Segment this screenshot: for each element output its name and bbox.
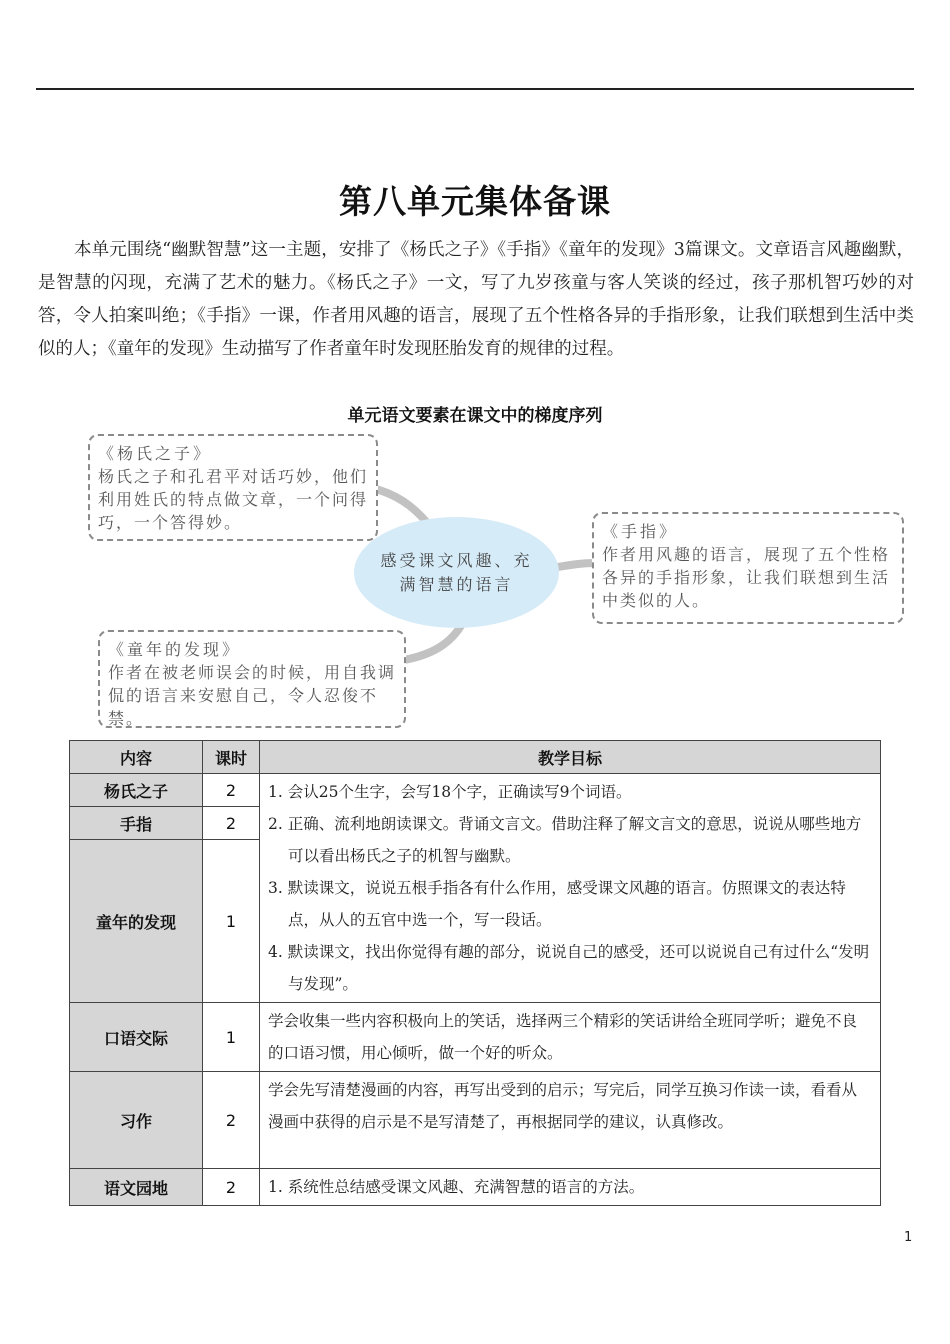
intro-paragraph: 本单元围绕“幽默智慧”这一主题，安排了《杨氏之子》《手指》《童年的发现》3篇课文。文章语言风趣幽默，是智慧的闪现，充满了艺术的魅力。《杨氏之子》一文，写了九岁孩童与客人笑谈的经过，孩子那机智巧妙的对答，令人拍案叫绝；《手指》一课，作者用风趣的语言，展现了五个性格各异的手指形象，让我们联想到生活中类似的人；《童年的发现》生动描写了作者童年时发现胚胎发育的规律的过程。	[38, 240, 914, 359]
row-name: 口语交际	[70, 1003, 203, 1072]
header-rule	[36, 88, 914, 90]
row-hours: 1	[203, 840, 260, 1003]
header-hours: 课时	[203, 741, 260, 774]
xi-goal-cell	[260, 1072, 881, 1169]
goal-item: 4. 默读课文，找出你觉得有趣的部分，说说自己的感受，还可以说说自己有过什么“发明与发现”。	[268, 943, 870, 993]
row-name: 手指	[70, 807, 203, 840]
header-content: 内容	[70, 741, 203, 774]
lesson-goals-cell	[260, 774, 881, 1003]
xi-goal-text: 学会先写清楚漫画的内容，再写出受到的启示；写完后，同学互换习作读一读，看看从漫画中获得的启示是不是写清楚了，再根据同学的建议，认真修改。	[268, 1081, 858, 1131]
center-theme-text: 感受课文风趣、充满智慧的语言	[380, 550, 533, 594]
table-row	[70, 1072, 881, 1169]
yuan-goal-text: 1. 系统性总结感受课文风趣、充满智慧的语言的方法。	[268, 1178, 645, 1196]
box-tong-title: 《童年的发现》	[108, 640, 242, 659]
lesson-plan-table	[69, 740, 881, 1206]
box-shou-zhi	[592, 512, 904, 624]
kou-goal-cell	[260, 1003, 881, 1072]
box-tong-nian	[98, 630, 406, 728]
header-goals: 教学目标	[260, 741, 881, 774]
box-yang-text: 杨氏之子和孔君平对话巧妙，他们利用姓氏的特点做文章，一个问得巧，一个答得妙。	[98, 467, 369, 532]
page-number: 1	[904, 1230, 913, 1245]
row-hours: 2	[203, 1072, 260, 1169]
row-hours: 2	[203, 807, 260, 840]
kou-goal-text: 学会收集一些内容积极向上的笑话，选择两三个精彩的笑话讲给全班同学听；避免不良的口语习惯，用心倾听，做一个好的听众。	[268, 1012, 858, 1062]
goal-item: 1. 会认25个生字，会写18个字，正确读写9个词语。	[268, 783, 632, 801]
goal-item: 2. 正确、流利地朗读课文。背诵文言文。借助注释了解文言文的意思，说说从哪些地方可以看出杨氏之子的机智与幽默。	[268, 815, 862, 865]
box-yang-title: 《杨氏之子》	[98, 444, 213, 463]
box-shou-text: 作者用风趣的语言，展现了五个性格各异的手指形象，让我们联想到生活中类似的人。	[602, 545, 891, 610]
row-hours: 1	[203, 1003, 260, 1072]
table-row	[70, 774, 881, 807]
goal-item: 3. 默读课文，说说五根手指各有什么作用，感受课文风趣的语言。仿照课文的表达特点，从人的五官中选一个，写一段话。	[268, 879, 846, 929]
diagram-title: 单元语文要素在课文中的梯度序列	[347, 406, 603, 426]
center-theme	[354, 517, 559, 628]
row-name: 习作	[70, 1072, 203, 1169]
table-header-row	[70, 741, 881, 774]
row-name: 语文园地	[70, 1169, 203, 1206]
box-yang-shi-zhi-zi	[88, 434, 378, 541]
row-hours: 2	[203, 1169, 260, 1206]
table-row	[70, 1169, 881, 1206]
box-tong-text: 作者在被老师误会的时候，用自我调侃的语言来安慰自己，令人忍俊不禁。	[108, 663, 397, 728]
connector-tong	[404, 624, 462, 660]
row-hours: 2	[203, 774, 260, 807]
table-row	[70, 1003, 881, 1072]
row-name: 童年的发现	[70, 840, 203, 1003]
page-title: 第八单元集体备课	[339, 182, 611, 221]
yuan-goal-cell	[260, 1169, 881, 1206]
row-name: 杨氏之子	[70, 774, 203, 807]
box-shou-title: 《手指》	[602, 522, 679, 541]
